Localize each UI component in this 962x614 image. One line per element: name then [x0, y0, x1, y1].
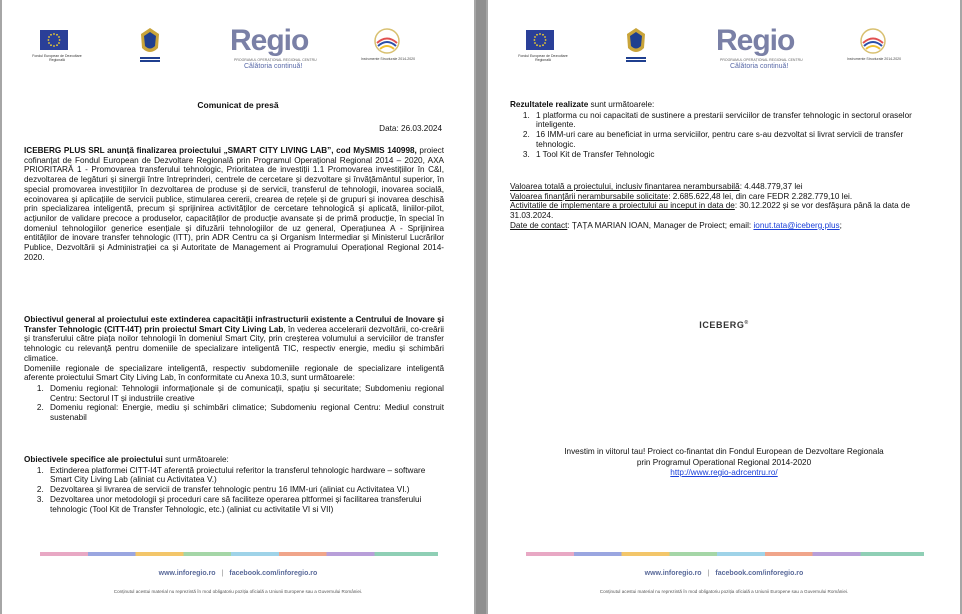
header-logos	[488, 22, 960, 72]
footer-separator: |	[707, 570, 710, 577]
contact-line	[510, 221, 934, 231]
footer-disclaimer: Conținutul acestui material nu reprezintă în mod obligatoriu poziția oficială a Uniunii Europene sau a Guvernului României.	[599, 589, 849, 594]
document-page-left	[2, 0, 474, 614]
page-divider	[476, 0, 486, 614]
domains-intro: Domeniile regionale de specializare inteligentă, respectiv subdomeniile regionale de specializare inteligentă aferente proiectului Smart City Living Lab, în conformitate cu Anexa 10.3, sunt următoarele:	[24, 363, 444, 383]
is-caption: Instrumente Structurale 2014-2020	[360, 57, 416, 61]
total-value: : 4.448.779,37 lei	[739, 182, 803, 191]
funding-line-1: Investim in viitorul tau! Proiect co-finantat din Fondul European de Dezvoltare Regionala	[564, 447, 884, 456]
regio-logo	[230, 24, 330, 72]
instrumente-structurale-icon	[858, 26, 888, 56]
press-release-title: Comunicat de presă	[197, 100, 279, 110]
press-release-date: Data: 26.03.2024	[379, 124, 442, 133]
contact-value: : ȚAȚA MARIAN IOAN, Manager de Proiect; email:	[567, 220, 754, 230]
regio-subtitle: PROGRAMUL OPERAȚIONAL REGIONAL CENTRU	[720, 58, 803, 62]
funding-line-2: prin Programul Operational Regional 2014-2020	[636, 457, 812, 467]
list-item: 1. Domeniu regional: Tehnologii informaționale și de comunicații, spațiu și securitate; Subdomeniu regional Centru: Sectorul IT și industriile creative	[46, 384, 444, 403]
footer-site-link[interactable]: www.inforegio.ro	[644, 570, 702, 577]
grant-value: : 2.685.622,48 lei, din care FEDR 2.282.779,10 lei.	[668, 191, 853, 201]
total-value-line	[510, 182, 934, 192]
government-crest-icon	[137, 26, 163, 64]
iceberg-registered-mark: ®	[744, 320, 749, 326]
eu-flag-icon	[526, 30, 554, 50]
eu-caption: Fondul European de Dezvoltare Regională	[32, 54, 82, 62]
intro-bold: ICEBERG PLUS SRL anunță finalizarea proiectului „SMART CITY LIVING LAB”, cod MySMIS 140998,	[24, 146, 417, 155]
results-section	[510, 100, 934, 159]
iceberg-logo	[488, 320, 960, 330]
regio-website-link[interactable]: http://www.regio-adrcentru.ro/	[670, 468, 778, 477]
contact-email-link[interactable]: ionut.tata@iceberg.plus	[753, 220, 840, 230]
iceberg-wordmark: ICEBERG	[699, 320, 745, 330]
results-list	[510, 111, 934, 160]
general-objective-section	[24, 315, 444, 423]
regio-subtitle: PROGRAMUL OPERAȚIONAL REGIONAL CENTRU	[234, 58, 317, 62]
project-details	[510, 182, 934, 231]
regio-wordmark: Regio	[716, 24, 795, 57]
footer-facebook-link[interactable]: facebook.com/inforegio.ro	[715, 570, 804, 577]
contact-end: ;	[839, 220, 842, 230]
eu-flag-icon	[40, 30, 68, 50]
grant-value-line	[510, 192, 934, 202]
footer-disclaimer: Conținutul acestui material nu reprezintă în mod obligatoriu poziția oficială a Uniunii Europene sau a Guvernului României.	[113, 589, 363, 594]
domains-list	[24, 384, 444, 423]
color-stripe	[40, 552, 438, 556]
regio-logo	[716, 24, 816, 72]
objectives-list	[24, 466, 444, 515]
regio-tagline: Călătoria continuă!	[244, 63, 303, 70]
document-page-right	[488, 0, 960, 614]
footer-facebook-link[interactable]: facebook.com/inforegio.ro	[229, 570, 318, 577]
funding-statement	[518, 447, 930, 479]
list-item: 1. Extinderea platformei CITT-I4T aferentă proiectului referitor la transferul tehnologic hardware – software Smart City Living Lab (aliniat cu Activitatea V.)	[46, 466, 444, 485]
grant-value-label: Valoarea finanțării nerambursabile solicitate	[510, 191, 669, 201]
list-item: 3. 1 Tool Kit de Transfer Tehnologic	[532, 150, 934, 160]
total-value-label: Valoarea totală a proiectului, inclusiv finantarea nerambursabilă	[510, 182, 740, 191]
intro-paragraph	[24, 146, 444, 262]
government-crest-icon	[623, 26, 649, 64]
footer-links	[2, 570, 474, 577]
regio-tagline: Călătoria continuă!	[730, 63, 789, 70]
specific-objectives-section	[24, 455, 444, 514]
implementation-line	[510, 201, 934, 220]
specific-objectives-heading	[24, 455, 444, 465]
footer-site-link[interactable]: www.inforegio.ro	[158, 570, 216, 577]
header-logos	[2, 22, 474, 72]
list-item: 2. Domeniu regional: Energie, mediu și schimbări climatice; Subdomeniu regional Centru: Mediul construit sustenabil	[46, 403, 444, 422]
general-objective-text: , în vederea accelerarii dezvoltării, co-creării și transferului către piața noilor tehnologii în domeniul Smart City, prin creșterea volumului a serviciilor de transfer tehnologic cu relevanță pentru domeniile de specializare inteligentă TIC, respectiv energie, mediu și schimbări climatice.	[24, 324, 444, 363]
intro-text: proiect cofinanțat de Fondul European de Dezvoltare Regională prin Programul Operațional Regional 2014 – 2020, AXA PRIORITARĂ 1 - Promovarea transferului tehnologic, Prioritatea de investiții 1.1 Promovarea investițiilor în C&I, dezvoltarea de legături și sinergii între întreprinderi, centrele de cercetare și dezvoltare și învățământul superior, în special promovarea investițiilor în dezvoltarea de produse și de servicii, transferul de tehnologii, inovarea socială, ecoinovarea și aplicațiile de servicii publice, stimularea cererii, crearea de rețele și de grupuri și inovarea deschisă prin specializarea inteligentă, precum și sprijinirea activităților de cercetare tehnologică și aplicată, liniilor-pilot, acțiunilor de validare precoce a produselor, capacităților de producție avansate și de primă producție, în special în domeniul tehnologiilor generice esențiale și difuzării tehnologiilor de uz general, Operațiunea A - Sprijinirea entităților de inovare transfer tehnologic (ITT), prin ADR Centru ca și Organism Intermediar și Ministerul Lucrărilor Publice, Dezvoltării și Administrației ca și Autoritate de Management ai Programului Operațional Regional 2014- 2020.	[24, 146, 444, 262]
regio-wordmark: Regio	[230, 24, 309, 57]
footer-links	[488, 570, 960, 577]
results-heading	[510, 100, 934, 110]
is-caption: Instrumente Structurale 2014-2020	[846, 57, 902, 61]
color-stripe	[526, 552, 924, 556]
results-bold: Rezultatele realizate	[510, 100, 589, 109]
contact-label: Date de contact	[510, 220, 568, 230]
implementation-label: Activitatile de implementare a proiectului au inceput in data de	[510, 201, 735, 211]
list-item: 2. 16 IMM-uri care au beneficiat in urma serviciilor, pentru care s-au dezvoltat si livrat servicii de transfer tehnologic.	[532, 130, 934, 149]
results-text: sunt următoarele:	[588, 100, 655, 109]
list-item: 3. Dezvoltarea unor metodologii și proceduri care să faciliteze operarea pltformei și facilitarea transferului tehnologic (Tool Kit de Transfer Tehnologic, etc.) (aliniat cu activitatile VI si VII)	[46, 495, 444, 514]
specific-objectives-bold: Obiectivele specifice ale proiectului	[24, 455, 163, 464]
footer-separator: |	[221, 570, 224, 577]
list-item: 1. 1 platforma cu noi capacitati de sustinere a prestarii serviciilor de transfer tehnologic in sectorul oraselor inteligente.	[532, 111, 934, 130]
specific-objectives-text: sunt următoarele:	[162, 455, 229, 464]
general-objective-bold: Obiectivul general al proiectului este extinderea capacității infrastructurii existente a Centrului de Inovare și Transfer Tehnologic (CITT-I4T) prin proiectul Smart City Living Lab	[24, 315, 444, 334]
general-objective-paragraph	[24, 315, 444, 364]
implementation-value: : 30.12.2022 și se vor desfășura până la data de 31.03.2024.	[510, 201, 911, 221]
instrumente-structurale-icon	[372, 26, 402, 56]
eu-caption: Fondul European de Dezvoltare Regională	[518, 54, 568, 62]
list-item: 2. Dezvoltarea și livrarea de servicii de transfer tehnologic pentru 16 IMM-uri (aliniat cu Activitatea VI.)	[46, 485, 444, 495]
